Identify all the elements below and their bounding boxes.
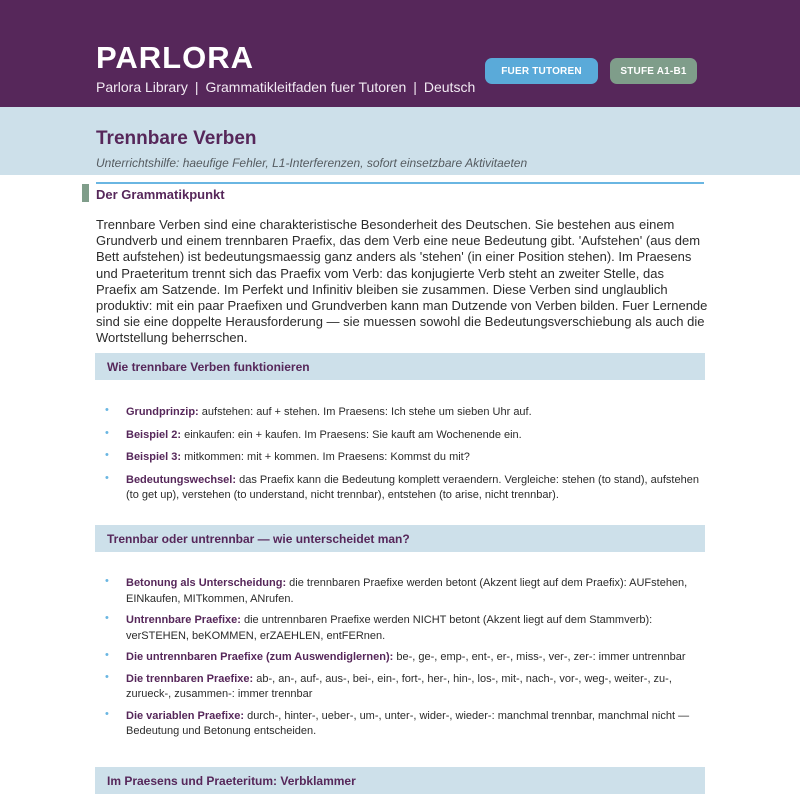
page-subtitle: Unterrichtshilfe: haeufige Fehler, L1-Interferenzen, sofort einsetzbare Aktivitaeten [96,156,528,170]
list-item [105,613,705,644]
list-item-term: Untrennbare Praefixe: [126,614,241,626]
brand-logo[interactable]: PARLORA [96,40,254,75]
list-item [105,428,705,444]
bullet-icon: • [105,670,109,683]
list-item-term: Beispiel 3: [126,451,182,463]
bullet-list-separable-or-not [105,576,705,746]
section-divider [96,182,704,184]
list-item [105,473,705,504]
list-item-text: be-, ge-, emp-, ent-, er-, miss-, ver-, zer-: immer untrennbar [393,651,686,663]
site-header [0,0,800,107]
breadcrumb [96,79,475,95]
breadcrumb-separator: | [194,79,199,95]
list-item [105,709,705,740]
list-item-term: Bedeutungswechsel: [126,473,237,486]
list-item-text: ab-, an-, auf-, aus-, bei-, ein-, fort-, her-, hin-, los-, mit-, nach-, vor-, weg-, weiter-, zu-, zurueck-, zusammen-: immer trennbar [126,672,672,700]
list-item-term: Grundprinzip: [126,406,199,418]
bullet-icon: • [105,575,109,587]
subsection-heading-verb-bracket: Im Praesens und Praeteritum: Verbklammer [95,767,705,794]
intro-paragraph: Trennbare Verben sind eine charakteristische Besonderheit des Deutschen. Sie bestehen aus einem Grundverb und einem trennbaren Praefix, das dem Verb eine neue Bedeutung gibt. 'Aufstehen' (aus dem Bett aufstehen) ist bedeutungsmaessig ganz anders als 'stehen' (in einer Position stehen). Im Praesens und Praeteritum trennt sich das Praefix vom Verb: das konjugierte Verb steht an zweiter Stelle, das Praefix am Satzende. Im Perfekt und Infinitiv bleiben sie zusammen. Diese Verben sind unglaublich produktiv: mit ein paar Praefixen und Grundverben kann man Dutzende von Verben bilden. Fuer Lernende sind sie eine doppelte Herausforderung — sie muessen sowohl die Bedeutungsverschiebung als auch die Wortstellung beherrschen. [96,217,708,346]
breadcrumb-library[interactable]: Parlora Library [96,79,188,95]
list-item-text: das Praefix kann die Bedeutung komplett veraendern. Vergleiche: stehen (to stand), aufstehen (to get up), verstehen (to understand, nicht trennbar), entstehen (to arise, nicht trennbar). [126,473,699,501]
tutor-badge-button[interactable]: FUER TUTOREN [485,58,598,84]
bullet-icon: • [105,404,109,416]
bullet-icon: • [105,612,109,624]
level-badge-button[interactable]: STUFE A1-B1 [610,58,697,84]
list-item [105,650,705,666]
list-item-term: Beispiel 2: [126,428,182,441]
list-item-term: Die untrennbaren Praefixe (zum Auswendiglernen): [126,651,394,663]
bullet-icon: • [105,707,109,720]
list-item-text: durch-, hinter-, ueber-, um-, unter-, wider-, wieder-: manchmal trennbar, manchmal nicht — Bedeutung und Betonung entscheiden. [126,709,690,737]
list-item-text: die untrennbaren Praefixe werden NICHT betont (Akzent liegt auf dem Stammverb): verSTEHEN, beKOMMEN, erZAEHLEN, entFERnen. [126,614,653,642]
list-item [105,405,705,421]
bullet-icon: • [105,426,109,439]
list-item-term: Die variablen Praefixe: [126,709,245,722]
list-item-term: Die trennbaren Praefixe: [126,672,254,685]
section-heading: Der Grammatikpunkt [96,187,225,202]
list-item [105,576,705,607]
title-band [0,107,800,175]
breadcrumb-language[interactable]: Deutsch [423,79,476,95]
subsection-heading-how-it-works: Wie trennbare Verben funktionieren [95,353,705,380]
list-item-text: aufstehen: auf + stehen. Im Praesens: Ich stehe um sieben Uhr auf. [198,406,532,418]
list-item [105,450,705,466]
breadcrumb-separator: | [413,79,417,95]
section-marker [82,184,89,202]
list-item-term: Betonung als Unterscheidung: [126,577,287,589]
bullet-icon: • [105,449,109,461]
subsection-heading-separable-or-not: Trennbar oder untrennbar — wie unterscheidet man? [95,525,705,552]
bullet-icon: • [105,471,109,484]
list-item-text: mitkommen: mit + kommen. Im Praesens: Kommst du mit? [181,451,470,463]
bullet-icon: • [105,649,109,661]
page-title: Trennbare Verben [96,128,257,149]
bullet-list-how-it-works [105,405,705,511]
breadcrumb-guide[interactable]: Grammatikleitfaden fuer Tutoren [205,79,407,95]
list-item [105,672,705,703]
list-item-text: einkaufen: ein + kaufen. Im Praesens: Sie kauft am Wochenende ein. [181,428,522,441]
list-item-text: die trennbaren Praefixe werden betont (Akzent liegt auf dem Praefix): AUFstehen, EINkaufen, MITkommen, ANrufen. [126,577,688,605]
